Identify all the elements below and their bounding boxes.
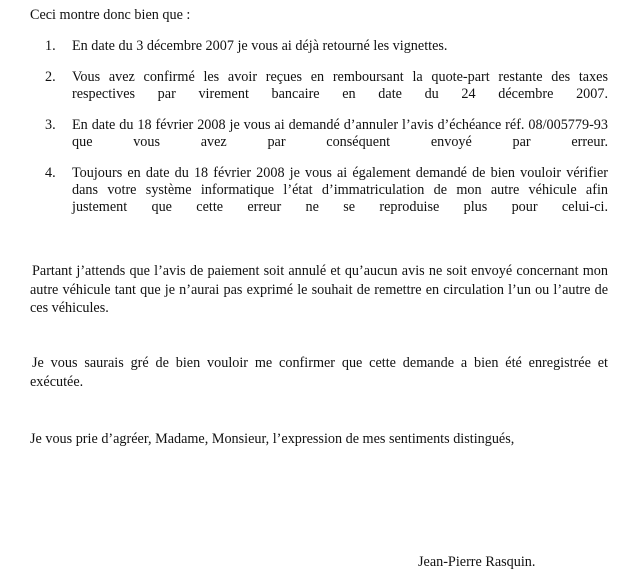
list-item-number: 3. [45, 117, 56, 133]
list-item-text: Toujours en date du 18 février 2008 je vous ai également demandé de bien vouloir vérifier dans votre système informatique l’état d’immatriculation de mon autre véhicule afin justement que cette erreur ne se reproduise plus pour celui-ci. [72, 165, 608, 215]
intro-line: Ceci montre donc bien que : [30, 7, 191, 23]
list-item-text: En date du 18 février 2008 je vous ai demandé d’annuler l’avis d’échéance réf. 08/005779-93 que vous avez par conséquent envoyé par erreur. [72, 117, 608, 150]
paragraph-request: Partant j’attends que l’avis de paiement soit annulé et qu’aucun avis ne soit envoyé concernant mon autre véhicule tant que je n’aurai pas exprimé le souhait de remettre en circulation l’un ou l’autre de ces véhicules. [30, 263, 608, 316]
list-item-text: En date du 3 décembre 2007 je vous ai déjà retourné les vignettes. [72, 38, 448, 54]
list-item-text: Vous avez confirmé les avoir reçues en remboursant la quote-part restante des taxes respectives par virement bancaire en date du 24 décembre 2007. [72, 69, 608, 102]
paragraph-confirmation: Je vous saurais gré de bien vouloir me confirmer que cette demande a bien été enregistrée et exécutée. [30, 355, 608, 390]
list-item-number: 4. [45, 165, 56, 181]
list-item-number: 1. [45, 38, 56, 54]
signature-name: Jean-Pierre Rasquin. [418, 554, 536, 570]
closing-formula: Je vous prie d’agréer, Madame, Monsieur, l’expression de mes sentiments distingués, [30, 431, 515, 447]
list-item-number: 2. [45, 69, 56, 85]
